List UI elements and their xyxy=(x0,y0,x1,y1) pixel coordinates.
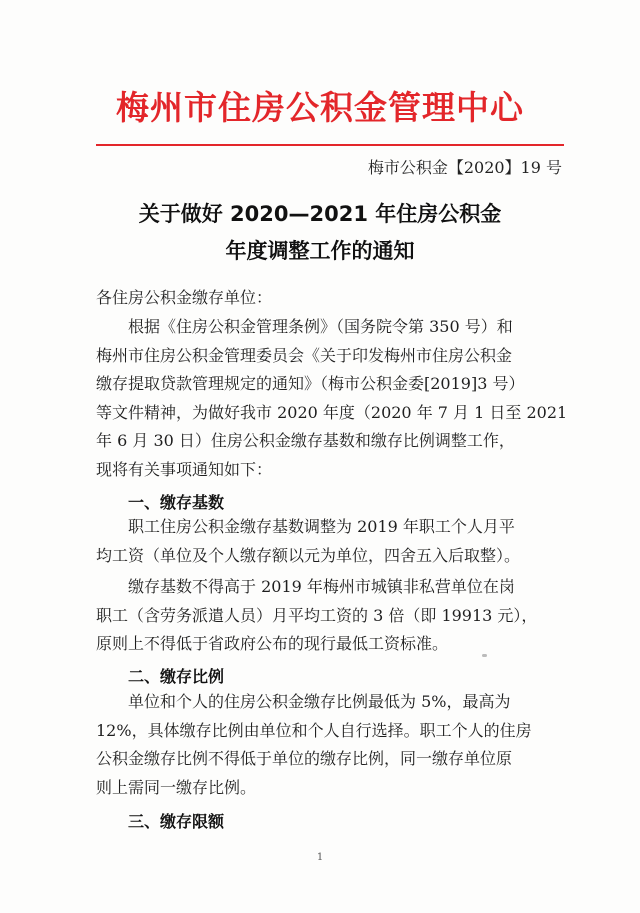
text-line: 根据《住房公积金管理条例》（国务院令第 350 号）和 xyxy=(128,317,513,336)
text-line: 则上需同一缴存比例。 xyxy=(96,777,257,797)
text-line: 缴存基数不得高于 2019 年梅州市城镇非私营单位在岗 xyxy=(128,577,515,596)
section-heading-contribution-ratio: 二、缴存比例 xyxy=(128,667,225,686)
intro-paragraph xyxy=(96,313,566,484)
text-line: 梅州市住房公积金管理委员会《关于印发梅州市住房公积金 xyxy=(96,345,513,365)
text-line: 公积金缴存比例不得低于单位的缴存比例，同一缴存单位原 xyxy=(96,749,513,768)
document-number: 梅市公积金【2020】19 号 xyxy=(367,158,562,177)
page-number: 1 xyxy=(316,852,324,863)
text-line: 12%，具体缴存比例由单位和个人自行选择。职工个人的住房 xyxy=(96,720,532,740)
notice-title-line-1: 关于做好 2020—2021 年住房公积金 xyxy=(138,202,502,226)
text-line: 职工（含劳务派遣人员）月平均工资的 3 倍（即 19913 元）， xyxy=(96,605,538,625)
section-2-paragraph-1 xyxy=(96,688,566,802)
salutation: 各住房公积金缴存单位： xyxy=(96,288,273,307)
section-heading-contribution-base: 一、缴存基数 xyxy=(128,493,225,512)
text-line: 现将有关事项通知如下： xyxy=(96,459,273,479)
text-line: 等文件精神，为做好我市 2020 年度（2020 年 7 月 1 日至 2021 xyxy=(96,402,568,422)
text-line: 年 6 月 30 日）住房公积金缴存基数和缴存比例调整工作， xyxy=(96,431,515,450)
notice-title-line-2: 年度调整工作的通知 xyxy=(225,239,415,263)
section-1-paragraph-1 xyxy=(96,513,566,570)
red-header-rule xyxy=(96,144,564,146)
text-line: 单位和个人的住房公积金缴存比例最低为 5%，最高为 xyxy=(128,692,511,711)
section-heading-contribution-limit: 三、缴存限额 xyxy=(128,812,225,831)
text-line: 职工住房公积金缴存基数调整为 2019 年职工个人月平 xyxy=(128,517,515,536)
text-line: 均工资（单位及个人缴存额以元为单位，四舍五入后取整）。 xyxy=(96,545,521,565)
text-line: 缴存提取贷款管理规定的通知》（梅市公积金委[2019]3 号） xyxy=(96,374,525,393)
scan-speck xyxy=(482,654,487,657)
org-header-title: 梅州市住房公积金管理中心 xyxy=(116,88,524,127)
text-line: 原则上不得低于省政府公布的现行最低工资标准。 xyxy=(96,634,449,653)
section-1-paragraph-2 xyxy=(96,573,566,659)
